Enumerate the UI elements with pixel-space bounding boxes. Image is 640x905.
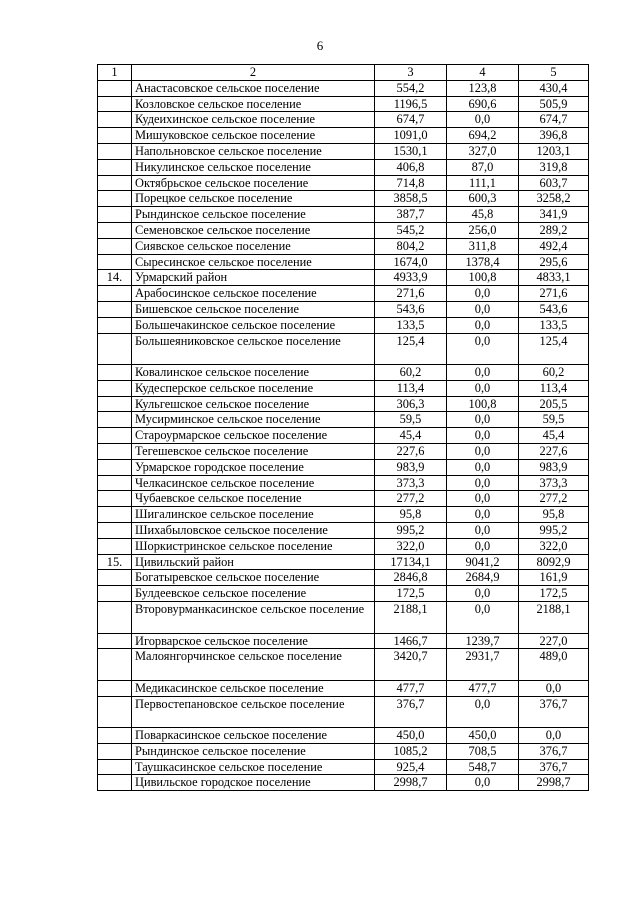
value-col-3: 1466,7: [375, 633, 447, 649]
value-col-3: 125,4: [375, 333, 447, 365]
table-row: [98, 254, 589, 270]
value-col-5: 373,3: [519, 475, 589, 491]
settlement-name: Козловское сельское поселение: [132, 96, 375, 112]
value-col-4: 600,3: [447, 191, 519, 207]
value-col-4: 0,0: [447, 775, 519, 791]
row-number: 14.: [98, 270, 132, 286]
value-col-4: 477,7: [447, 680, 519, 696]
row-number: [98, 633, 132, 649]
value-col-4: 0,0: [447, 444, 519, 460]
table-row: [98, 333, 589, 365]
row-number: [98, 696, 132, 728]
row-number: [98, 238, 132, 254]
table-row: [98, 459, 589, 475]
value-col-5: 543,6: [519, 301, 589, 317]
settlement-name: Цивильский район: [132, 554, 375, 570]
value-col-3: 113,4: [375, 380, 447, 396]
row-number: [98, 380, 132, 396]
row-number: [98, 649, 132, 681]
settlement-name: Шихабыловское сельское поселение: [132, 523, 375, 539]
value-col-3: 373,3: [375, 475, 447, 491]
settlement-name: Сыресинское сельское поселение: [132, 254, 375, 270]
value-col-5: 995,2: [519, 523, 589, 539]
value-col-4: 9041,2: [447, 554, 519, 570]
value-col-4: 0,0: [447, 380, 519, 396]
value-col-5: 227,6: [519, 444, 589, 460]
table-row: [98, 191, 589, 207]
settlement-name: Шигалинское сельское поселение: [132, 507, 375, 523]
row-number: [98, 159, 132, 175]
settlement-name: Урмарский район: [132, 270, 375, 286]
table-row: [98, 475, 589, 491]
table-row: [98, 207, 589, 223]
table-row: [98, 633, 589, 649]
row-number: [98, 775, 132, 791]
value-col-5: 0,0: [519, 680, 589, 696]
table-row: [98, 270, 589, 286]
row-number: [98, 365, 132, 381]
value-col-3: 714,8: [375, 175, 447, 191]
row-number: [98, 728, 132, 744]
table-row: [98, 586, 589, 602]
value-col-5: 603,7: [519, 175, 589, 191]
value-col-4: 0,0: [447, 317, 519, 333]
row-number: 15.: [98, 554, 132, 570]
row-number: [98, 207, 132, 223]
row-number: [98, 680, 132, 696]
value-col-3: 60,2: [375, 365, 447, 381]
settlement-name: Большечакинское сельское поселение: [132, 317, 375, 333]
settlement-name: Семеновское сельское поселение: [132, 222, 375, 238]
value-col-5: 3258,2: [519, 191, 589, 207]
value-col-5: 45,4: [519, 428, 589, 444]
value-col-3: 59,5: [375, 412, 447, 428]
settlement-name: Анастасовское сельское поселение: [132, 80, 375, 96]
value-col-3: 376,7: [375, 696, 447, 728]
value-col-4: 0,0: [447, 475, 519, 491]
table-row: [98, 380, 589, 396]
row-number: [98, 80, 132, 96]
value-col-3: 554,2: [375, 80, 447, 96]
table-row: [98, 444, 589, 460]
settlement-name: Урмарское городское поселение: [132, 459, 375, 475]
value-col-3: 804,2: [375, 238, 447, 254]
table-row: [98, 80, 589, 96]
value-col-3: 227,6: [375, 444, 447, 460]
value-col-3: 322,0: [375, 538, 447, 554]
value-col-4: 1378,4: [447, 254, 519, 270]
value-col-4: 111,1: [447, 175, 519, 191]
value-col-3: 172,5: [375, 586, 447, 602]
value-col-4: 0,0: [447, 365, 519, 381]
value-col-3: 543,6: [375, 301, 447, 317]
value-col-5: 227,0: [519, 633, 589, 649]
value-col-5: 489,0: [519, 649, 589, 681]
value-col-5: 341,9: [519, 207, 589, 223]
settlement-name: Большеяниковское сельское поселение: [132, 333, 375, 365]
settlement-name: Цивильское городское поселение: [132, 775, 375, 791]
settlement-name: Кульгешское сельское поселение: [132, 396, 375, 412]
value-col-3: 477,7: [375, 680, 447, 696]
value-col-4: 0,0: [447, 523, 519, 539]
value-col-4: 0,0: [447, 286, 519, 302]
value-col-4: 100,8: [447, 270, 519, 286]
settlement-name: Богатыревское сельское поселение: [132, 570, 375, 586]
budget-table: [97, 64, 589, 791]
settlement-name: Второвурманкасинское сельское поселение: [132, 602, 375, 634]
header-col-5: 5: [519, 65, 589, 81]
value-col-4: 708,5: [447, 743, 519, 759]
value-col-5: 161,9: [519, 570, 589, 586]
value-col-4: 327,0: [447, 143, 519, 159]
row-number: [98, 396, 132, 412]
value-col-5: 95,8: [519, 507, 589, 523]
value-col-4: 123,8: [447, 80, 519, 96]
table-row: [98, 570, 589, 586]
settlement-name: Сиявское сельское поселение: [132, 238, 375, 254]
row-number: [98, 475, 132, 491]
table-row: [98, 680, 589, 696]
value-col-4: 548,7: [447, 759, 519, 775]
row-number: [98, 428, 132, 444]
row-number: [98, 759, 132, 775]
row-number: [98, 301, 132, 317]
value-col-3: 2998,7: [375, 775, 447, 791]
value-col-4: 690,6: [447, 96, 519, 112]
table-row: [98, 112, 589, 128]
value-col-4: 0,0: [447, 412, 519, 428]
value-col-4: 0,0: [447, 301, 519, 317]
table-row: [98, 523, 589, 539]
table-row: [98, 491, 589, 507]
settlement-name: Арабосинское сельское поселение: [132, 286, 375, 302]
value-col-4: 311,8: [447, 238, 519, 254]
row-number: [98, 112, 132, 128]
row-number: [98, 459, 132, 475]
settlement-name: Рындинское сельское поселение: [132, 207, 375, 223]
value-col-5: 113,4: [519, 380, 589, 396]
table-row: [98, 538, 589, 554]
value-col-5: 172,5: [519, 586, 589, 602]
value-col-3: 3858,5: [375, 191, 447, 207]
header-col-4: 4: [447, 65, 519, 81]
settlement-name: Ковалинское сельское поселение: [132, 365, 375, 381]
row-number: [98, 743, 132, 759]
value-col-3: 1091,0: [375, 128, 447, 144]
settlement-name: Кудесперское сельское поселение: [132, 380, 375, 396]
value-col-4: 0,0: [447, 112, 519, 128]
settlement-name: Мусирминское сельское поселение: [132, 412, 375, 428]
value-col-3: 406,8: [375, 159, 447, 175]
row-number: [98, 96, 132, 112]
value-col-4: 0,0: [447, 333, 519, 365]
value-col-3: 995,2: [375, 523, 447, 539]
row-number: [98, 128, 132, 144]
value-col-5: 492,4: [519, 238, 589, 254]
value-col-5: 396,8: [519, 128, 589, 144]
table-row: [98, 554, 589, 570]
value-col-4: 1239,7: [447, 633, 519, 649]
row-number: [98, 523, 132, 539]
settlement-name: Никулинское сельское поселение: [132, 159, 375, 175]
value-col-5: 2188,1: [519, 602, 589, 634]
value-col-5: 277,2: [519, 491, 589, 507]
settlement-name: Мишуковское сельское поселение: [132, 128, 375, 144]
value-col-3: 277,2: [375, 491, 447, 507]
value-col-4: 45,8: [447, 207, 519, 223]
settlement-name: Игорварское сельское поселение: [132, 633, 375, 649]
value-col-3: 925,4: [375, 759, 447, 775]
table-row: [98, 301, 589, 317]
settlement-name: Шоркистринское сельское поселение: [132, 538, 375, 554]
table-row: [98, 96, 589, 112]
value-col-3: 3420,7: [375, 649, 447, 681]
value-col-5: 983,9: [519, 459, 589, 475]
value-col-3: 45,4: [375, 428, 447, 444]
table-row: [98, 365, 589, 381]
table-row: [98, 222, 589, 238]
table-row: [98, 728, 589, 744]
value-col-4: 0,0: [447, 507, 519, 523]
row-number: [98, 175, 132, 191]
value-col-5: 4833,1: [519, 270, 589, 286]
settlement-name: Рындинское сельское поселение: [132, 743, 375, 759]
table-row: [98, 649, 589, 681]
table-row: [98, 159, 589, 175]
settlement-name: Тегешевское сельское поселение: [132, 444, 375, 460]
settlement-name: Порецкое сельское поселение: [132, 191, 375, 207]
value-col-5: 430,4: [519, 80, 589, 96]
value-col-5: 295,6: [519, 254, 589, 270]
settlement-name: Булдеевское сельское поселение: [132, 586, 375, 602]
settlement-name: Староурмарское сельское поселение: [132, 428, 375, 444]
value-col-3: 17134,1: [375, 554, 447, 570]
value-col-4: 0,0: [447, 491, 519, 507]
value-col-5: 376,7: [519, 759, 589, 775]
table-row: [98, 759, 589, 775]
row-number: [98, 491, 132, 507]
settlement-name: Медикасинское сельское поселение: [132, 680, 375, 696]
value-col-3: 2846,8: [375, 570, 447, 586]
table-header-row: [98, 65, 589, 81]
settlement-name: Таушкасинское сельское поселение: [132, 759, 375, 775]
table-row: [98, 175, 589, 191]
value-col-3: 387,7: [375, 207, 447, 223]
value-col-4: 256,0: [447, 222, 519, 238]
value-col-5: 322,0: [519, 538, 589, 554]
value-col-3: 674,7: [375, 112, 447, 128]
value-col-3: 983,9: [375, 459, 447, 475]
value-col-4: 0,0: [447, 586, 519, 602]
table-row: [98, 743, 589, 759]
settlement-name: Октябрьское сельское поселение: [132, 175, 375, 191]
value-col-5: 2998,7: [519, 775, 589, 791]
value-col-3: 1085,2: [375, 743, 447, 759]
value-col-4: 87,0: [447, 159, 519, 175]
row-number: [98, 317, 132, 333]
settlement-name: Напольновское сельское поселение: [132, 143, 375, 159]
row-number: [98, 538, 132, 554]
value-col-4: 0,0: [447, 696, 519, 728]
value-col-5: 376,7: [519, 696, 589, 728]
table-row: [98, 286, 589, 302]
value-col-4: 694,2: [447, 128, 519, 144]
value-col-5: 205,5: [519, 396, 589, 412]
settlement-name: Кудеихинское сельское поселение: [132, 112, 375, 128]
table-row: [98, 428, 589, 444]
value-col-3: 1530,1: [375, 143, 447, 159]
value-col-5: 8092,9: [519, 554, 589, 570]
settlement-name: Поваркасинское сельское поселение: [132, 728, 375, 744]
row-number: [98, 586, 132, 602]
value-col-4: 0,0: [447, 538, 519, 554]
header-col-3: 3: [375, 65, 447, 81]
value-col-3: 1674,0: [375, 254, 447, 270]
table-row: [98, 696, 589, 728]
row-number: [98, 602, 132, 634]
settlement-name: Челкасинское сельское поселение: [132, 475, 375, 491]
settlement-name: Малоянгорчинское сельское поселение: [132, 649, 375, 681]
table-row: [98, 775, 589, 791]
value-col-3: 133,5: [375, 317, 447, 333]
table-row: [98, 238, 589, 254]
value-col-5: 0,0: [519, 728, 589, 744]
table-row: [98, 396, 589, 412]
value-col-3: 95,8: [375, 507, 447, 523]
value-col-5: 59,5: [519, 412, 589, 428]
table-row: [98, 507, 589, 523]
value-col-4: 450,0: [447, 728, 519, 744]
value-col-3: 306,3: [375, 396, 447, 412]
value-col-3: 4933,9: [375, 270, 447, 286]
settlement-name: Первостепановское сельское поселение: [132, 696, 375, 728]
value-col-3: 545,2: [375, 222, 447, 238]
value-col-5: 1203,1: [519, 143, 589, 159]
value-col-5: 271,6: [519, 286, 589, 302]
value-col-3: 450,0: [375, 728, 447, 744]
value-col-5: 289,2: [519, 222, 589, 238]
table-row: [98, 128, 589, 144]
value-col-3: 1196,5: [375, 96, 447, 112]
value-col-5: 505,9: [519, 96, 589, 112]
value-col-4: 0,0: [447, 428, 519, 444]
row-number: [98, 507, 132, 523]
table-row: [98, 602, 589, 634]
value-col-5: 133,5: [519, 317, 589, 333]
row-number: [98, 333, 132, 365]
value-col-3: 2188,1: [375, 602, 447, 634]
table-row: [98, 317, 589, 333]
row-number: [98, 570, 132, 586]
value-col-5: 674,7: [519, 112, 589, 128]
value-col-4: 0,0: [447, 602, 519, 634]
header-col-1: 1: [98, 65, 132, 81]
value-col-5: 319,8: [519, 159, 589, 175]
row-number: [98, 222, 132, 238]
value-col-4: 0,0: [447, 459, 519, 475]
row-number: [98, 286, 132, 302]
settlement-name: Бишевское сельское поселение: [132, 301, 375, 317]
settlement-name: Чубаевское сельское поселение: [132, 491, 375, 507]
value-col-5: 125,4: [519, 333, 589, 365]
table-row: [98, 143, 589, 159]
table-row: [98, 412, 589, 428]
row-number: [98, 412, 132, 428]
row-number: [98, 444, 132, 460]
row-number: [98, 143, 132, 159]
value-col-5: 60,2: [519, 365, 589, 381]
value-col-4: 2931,7: [447, 649, 519, 681]
value-col-3: 271,6: [375, 286, 447, 302]
value-col-4: 100,8: [447, 396, 519, 412]
page-number: 6: [316, 38, 324, 53]
row-number: [98, 191, 132, 207]
row-number: [98, 254, 132, 270]
value-col-4: 2684,9: [447, 570, 519, 586]
header-col-2: 2: [132, 65, 375, 81]
value-col-5: 376,7: [519, 743, 589, 759]
